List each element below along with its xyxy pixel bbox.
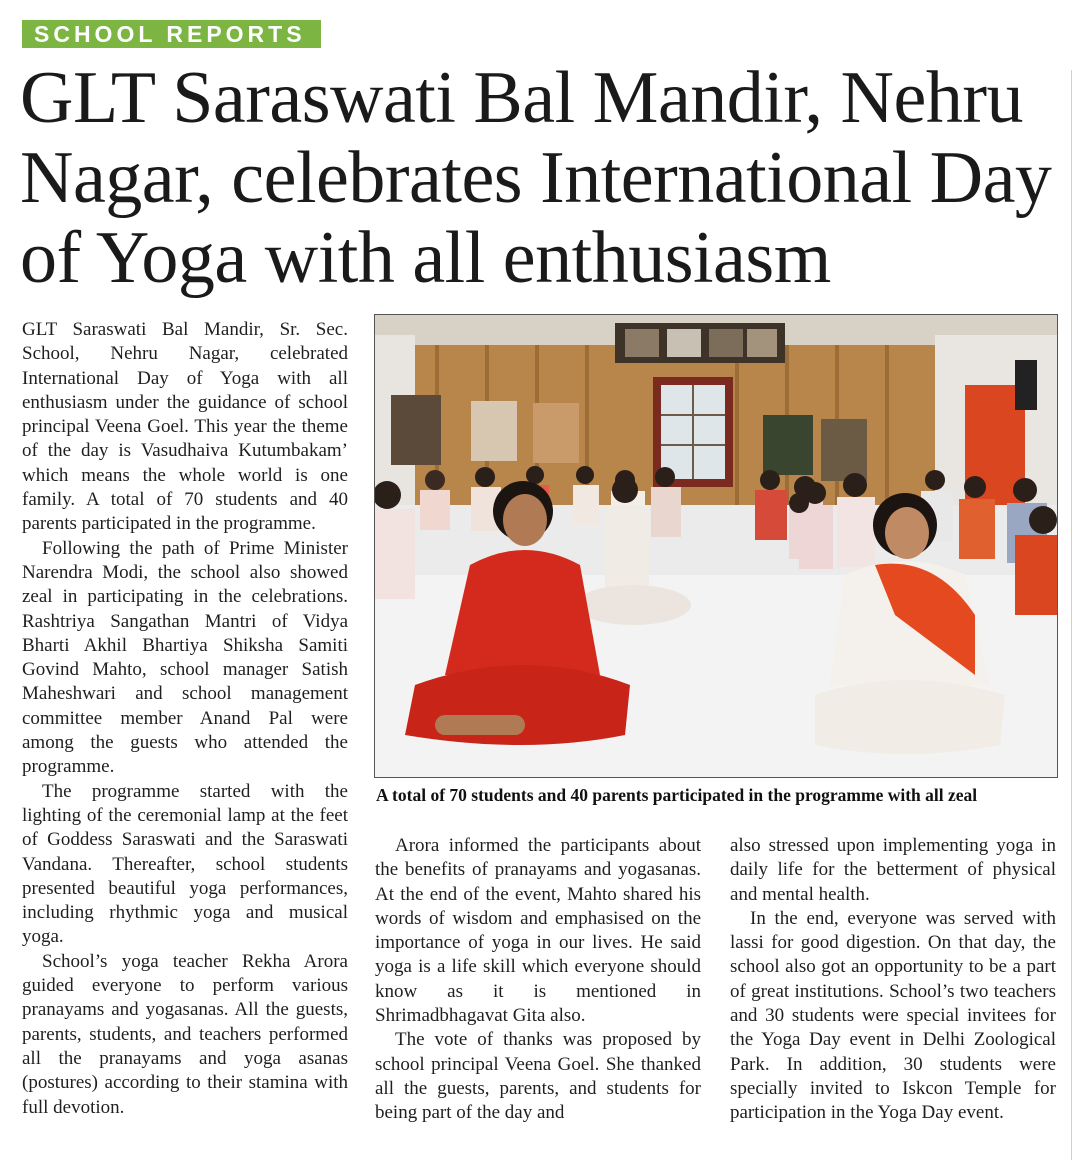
paragraph: Arora informed the participants about the benefits of pranayams and yogasanas. At the end of the event, Mahto shared his words of wisdom and emphasised on the importance of yoga in our lives. He said yoga is a life skill which everyone should know as it is mentioned in Shrimadbhagavat Gita also.: [375, 835, 701, 1027]
paragraph: The vote of thanks was proposed by school principal Veena Goel. She thanked all the guests, parents, and students for being part of the day and: [375, 1029, 701, 1124]
paragraph: School’s yoga teacher Rekha Arora guided everyone to perform various pranayams and yogasanas. All the guests, parents, students, and teachers performed all the pranayams and yoga asanas (postures) according to their stamina with full devotion.: [22, 950, 348, 1118]
paragraph: also stressed upon implementing yoga in daily life for the betterment of physical and mental health.: [730, 835, 1056, 905]
yoga-participants-photo: [374, 314, 1058, 778]
photo-illustration: [375, 315, 1057, 777]
paragraph: In the end, everyone was served with lassi for good digestion. On that day, the school also got an opportunity to be a part of great institutions. School’s two teachers and 30 students were special invitees for the Yoga Day event in Delhi Zoological Park. In addition, 30 students were specially invited to Iskcon Temple for participation in the Yoga Day event.: [730, 907, 1056, 1124]
article-column-1: [22, 318, 348, 1120]
column-divider: [1071, 70, 1072, 1160]
paragraph: GLT Saraswati Bal Mandir, Sr. Sec. School, Nehru Nagar, celebrated International Day of Yoga with all enthusiasm under the guidance of school principal Veena Goel. This year the theme of the day is Vasudhaiva Kutumbakam’ which means the whole world is one family. A total of 70 students and 40 parents participated in the programme.: [22, 319, 348, 535]
paragraph: The programme started with the lighting of the ceremonial lamp at the feet of Goddess Saraswati and the Saraswati Vandana. Thereafter, school students presented beautiful yoga performances, including rhythmic yoga and musical yoga.: [22, 780, 348, 948]
article-column-2: [375, 834, 701, 1126]
article-headline: GLT Saraswati Bal Mandir, Nehru Nagar, celebrates International Day of Yoga with all enthusiasm: [20, 57, 1052, 299]
paragraph: Following the path of Prime Minister Narendra Modi, the school also showed zeal in participating in the celebrations. Rashtriya Sangathan Mantri of Vidya Bharti Akhil Bhartiya Shiksha Samiti Govind Mahto, school manager Satish Maheshwari and school management committee member Anand Pal were among the guests who attended the programme.: [22, 537, 348, 778]
photo-caption: A total of 70 students and 40 parents participated in the programme with all zeal: [376, 785, 978, 805]
section-label: SCHOOL REPORTS: [22, 20, 321, 48]
article-column-3: [730, 834, 1056, 1126]
